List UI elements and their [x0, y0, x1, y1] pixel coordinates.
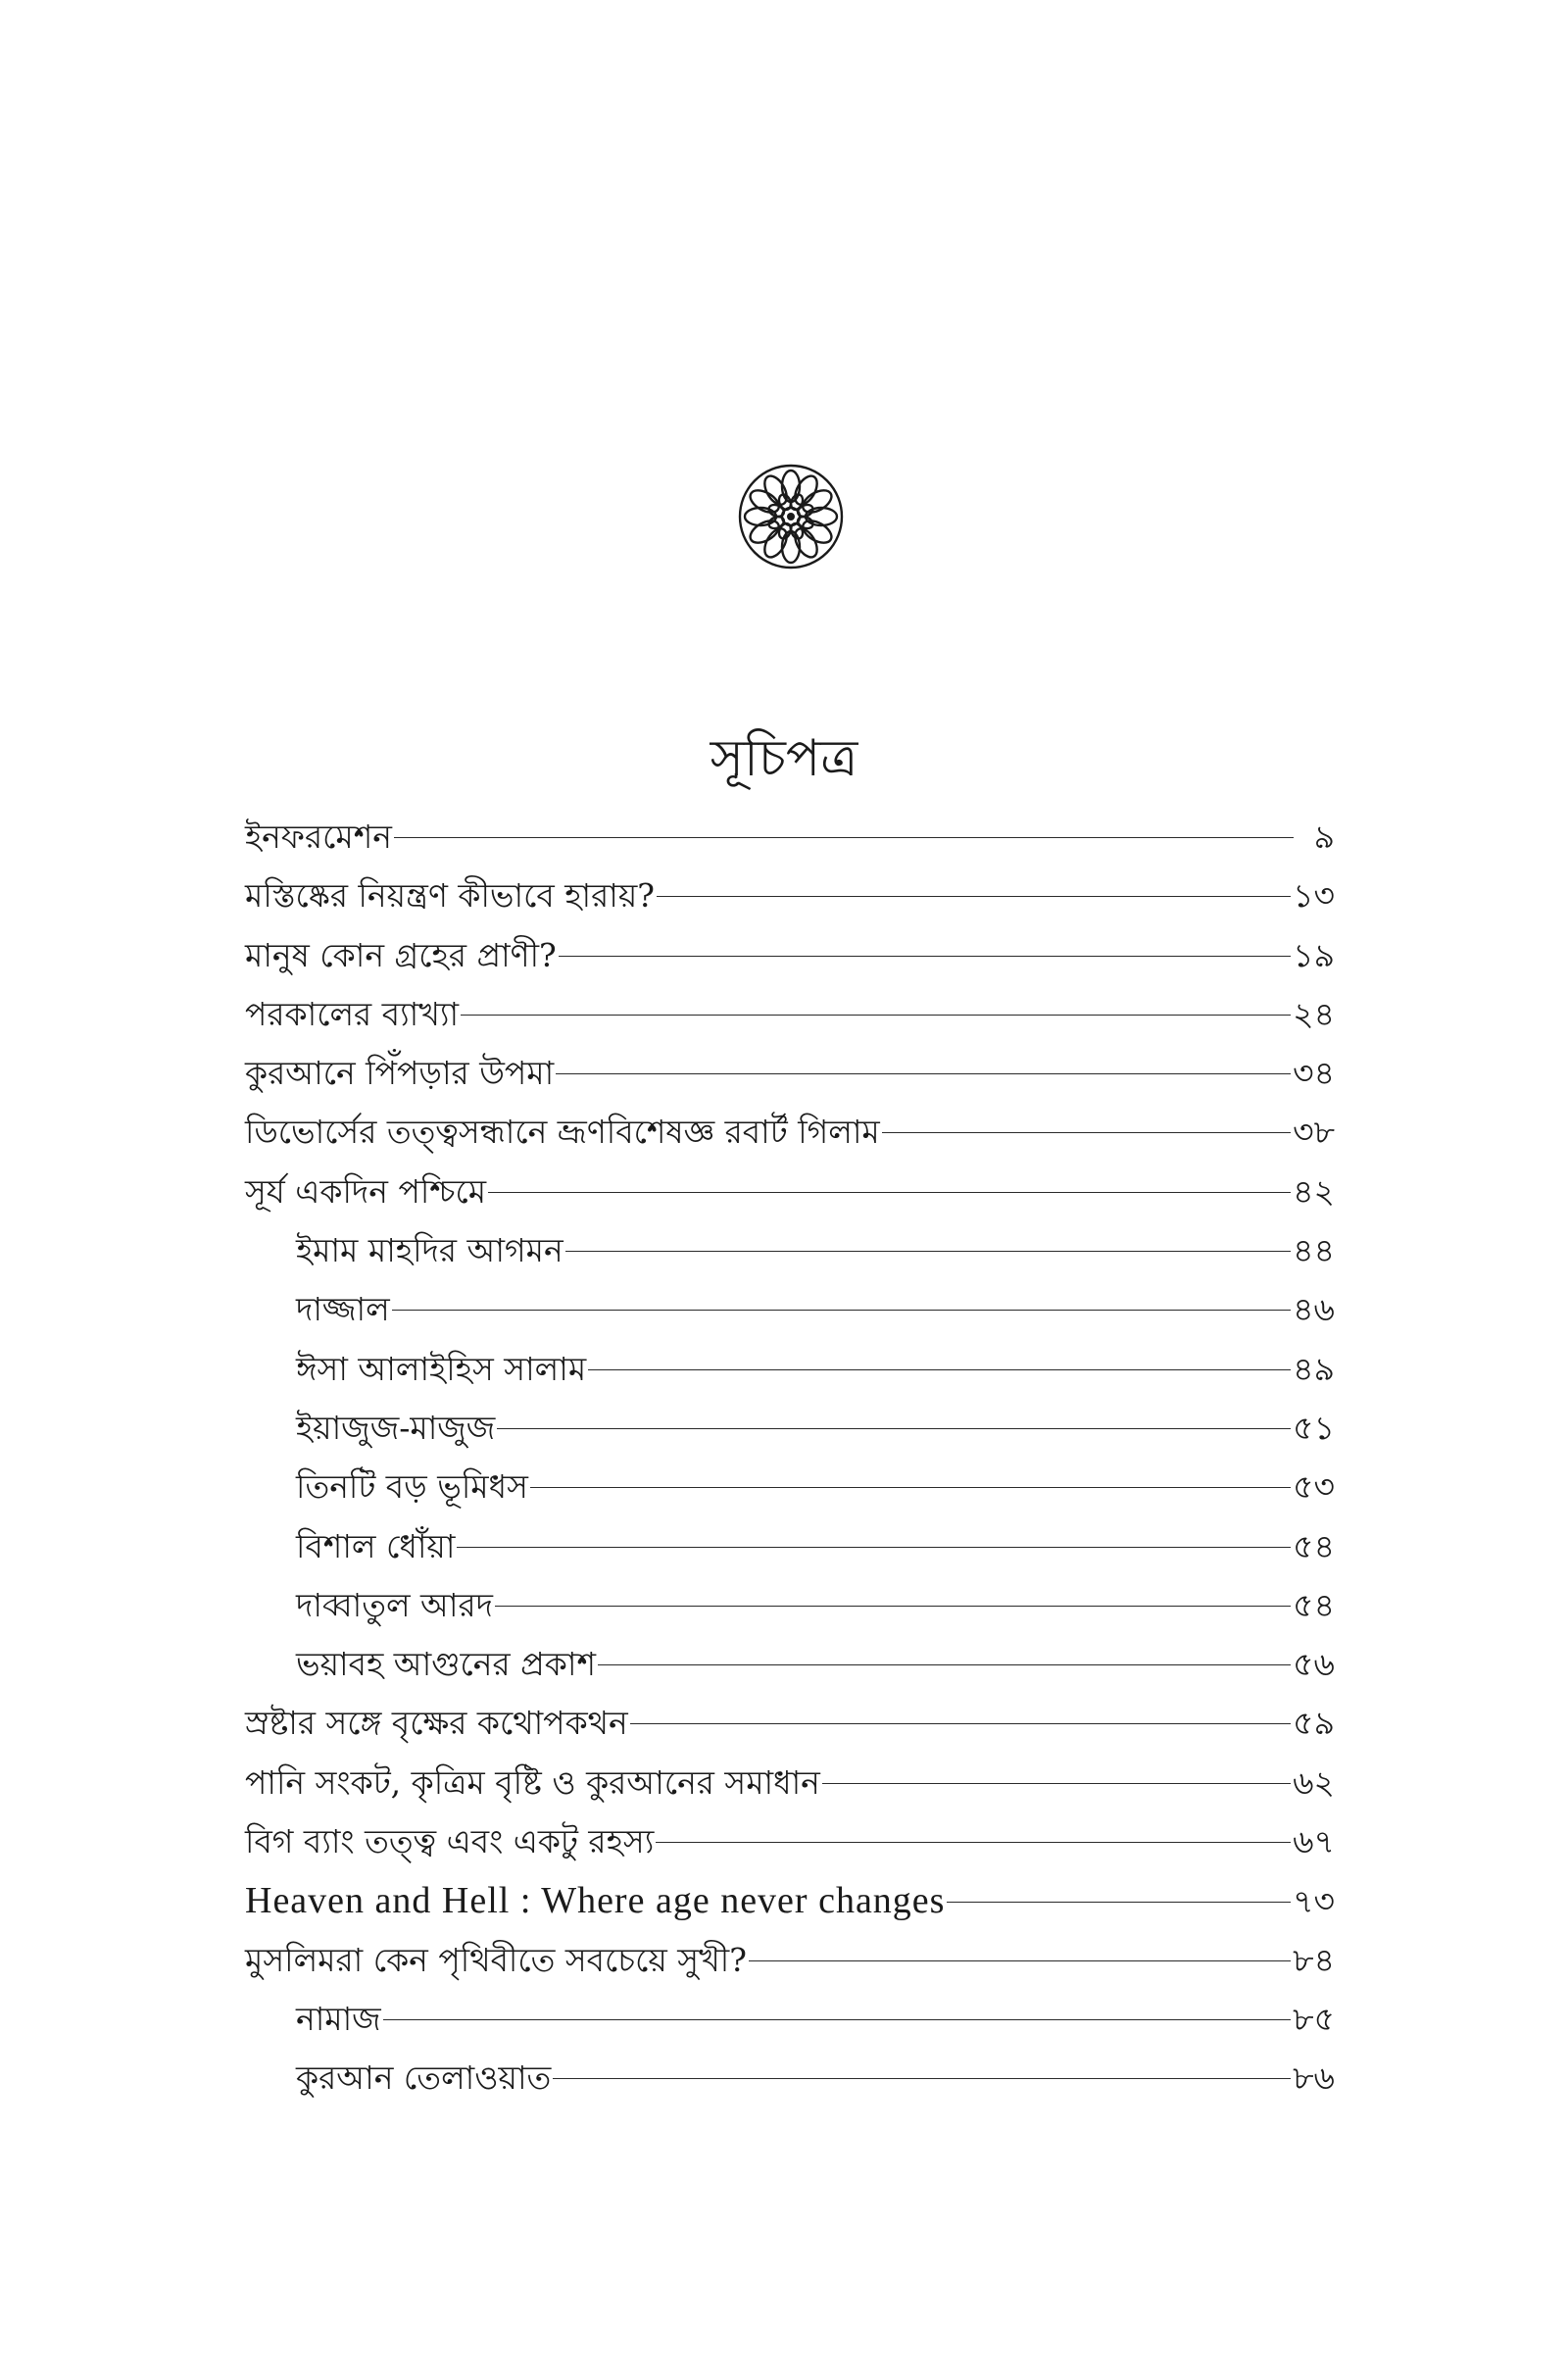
toc-leader-line — [882, 1132, 1291, 1133]
toc-entry — [245, 1280, 1335, 1339]
toc-entry-title: ইনফরমেশন — [245, 818, 392, 856]
toc-entry — [245, 1871, 1335, 1930]
toc-entry-title: ডিভোর্সের তত্ত্বসন্ধানে ভ্রূণবিশেষজ্ঞ রবার্ট গিলাম — [245, 1113, 880, 1152]
toc-page-number: ৫৪ — [1293, 1585, 1335, 1624]
toc-entry-title: পরকালের ব্যাখ্যা — [245, 994, 460, 1033]
toc-page-number: ৪৯ — [1293, 1349, 1335, 1388]
toc-page-number: ৬২ — [1293, 1762, 1335, 1802]
toc-page-number: ৪২ — [1293, 1171, 1335, 1211]
toc-leader-line — [392, 1310, 1291, 1311]
toc-page-number: ৯ — [1313, 818, 1335, 856]
toc-page-number: ৪৬ — [1293, 1290, 1335, 1329]
toc-entry — [245, 1990, 1335, 2049]
toc-entry — [245, 1340, 1335, 1399]
toc-leader-line — [822, 1783, 1291, 1784]
toc-entry-title: মানুষ কোন গ্রহের প্রাণী? — [245, 935, 557, 974]
ornament-petal — [747, 517, 783, 548]
toc-entry — [245, 808, 1335, 867]
toc-entry-title: বিগ ব্যাং তত্ত্ব এবং একটু রহস্য — [245, 1822, 655, 1861]
page-title: সূচিপত্র — [710, 729, 858, 788]
toc-leader-line — [553, 2078, 1291, 2079]
toc-page-number: ৫৬ — [1293, 1645, 1335, 1684]
toc-page-number: ৬৭ — [1293, 1822, 1335, 1861]
toc-entry — [245, 2049, 1335, 2107]
toc-page-number: ৩৮ — [1293, 1113, 1335, 1152]
toc-entry-title: নামাজ — [296, 1999, 381, 2038]
toc-page-number: ৪৪ — [1293, 1231, 1335, 1270]
toc-entry — [245, 1399, 1335, 1458]
toc-entry — [245, 1754, 1335, 1812]
toc-page-number: ৭৩ — [1293, 1882, 1335, 1921]
toc-entry-title: মস্তিষ্কের নিয়ন্ত্রণ কীভাবে হারায়? — [245, 876, 655, 916]
toc-entry-title: ঈসা আলাইহিস সালাম — [296, 1349, 587, 1388]
toc-leader-line — [656, 1842, 1291, 1843]
toc-entry-title: পানি সংকট, কৃত্রিম বৃষ্টি ও কুরআনের সমাধান — [245, 1762, 820, 1802]
toc-leader-line — [457, 1547, 1291, 1548]
toc-page-number: ৮৬ — [1293, 2058, 1335, 2098]
ornament-petal — [760, 524, 792, 561]
toc-leader-line — [565, 1251, 1292, 1252]
toc-page-number: ৩৪ — [1293, 1054, 1335, 1093]
toc-entry — [245, 1576, 1335, 1635]
toc-entry-title: ইয়াজুজ-মাজুজ — [296, 1408, 496, 1447]
toc-entry — [245, 985, 1335, 1044]
toc-leader-line — [461, 1015, 1291, 1016]
toc-leader-line — [556, 1073, 1291, 1074]
toc-page-number: ২৪ — [1293, 994, 1335, 1033]
toc-entry-title: স্রষ্টার সঙ্গে বৃক্ষের কথোপকথন — [245, 1704, 628, 1743]
ornament-petal — [791, 472, 822, 509]
toc-leader-line — [383, 2019, 1291, 2020]
ornament-petal — [760, 472, 792, 509]
toc-leader-line — [630, 1723, 1291, 1724]
toc-entry-title: সূর্য একদিন পশ্চিমে — [245, 1171, 487, 1211]
toc-entry-title: কুরআন তেলাওয়াত — [296, 2058, 552, 2098]
toc-entry-title: তিনটি বড় ভূমিধস — [296, 1467, 528, 1507]
toc-leader-line — [497, 1428, 1291, 1429]
toc-leader-line — [598, 1664, 1291, 1665]
ornament-petal — [799, 517, 835, 548]
toc-leader-line — [488, 1192, 1291, 1193]
toc-page-number: ৫১ — [1293, 1408, 1335, 1447]
toc-leader-line — [947, 1902, 1291, 1903]
flower-ornament-icon — [737, 463, 845, 570]
toc-entry-title: Heaven and Hell : Where age never changes — [245, 1880, 946, 1922]
toc-leader-line — [657, 896, 1291, 897]
toc-page-number: ৫৪ — [1293, 1526, 1335, 1565]
toc-entry — [245, 1812, 1335, 1871]
toc-page-number: ৮৫ — [1293, 1999, 1335, 2038]
toc-entry-title: দাব্বাতুল আরদ — [296, 1585, 494, 1624]
toc-page-number: ৫৩ — [1293, 1467, 1335, 1507]
toc-entry — [245, 1931, 1335, 1990]
ornament-petal — [747, 486, 783, 518]
toc-leader-line — [559, 956, 1291, 957]
toc-entry — [245, 926, 1335, 985]
toc-page-number: ৮৪ — [1293, 1940, 1335, 1979]
toc-entry — [245, 1517, 1335, 1576]
toc-entry — [245, 867, 1335, 925]
toc-page-number: ১৯ — [1293, 935, 1335, 974]
toc-leader-line — [530, 1487, 1291, 1488]
toc-entry-title: ইমাম মাহদির আগমন — [296, 1231, 564, 1270]
toc-leader-line — [588, 1369, 1291, 1370]
toc-entry-title: বিশাল ধোঁয়া — [296, 1526, 456, 1565]
toc-entry — [245, 1458, 1335, 1516]
toc-entry — [245, 1635, 1335, 1694]
ornament-petal — [799, 486, 835, 518]
toc-entry — [245, 1103, 1335, 1162]
toc-entry — [245, 1221, 1335, 1280]
ornament-petal — [791, 524, 822, 561]
toc-leader-line — [495, 1606, 1291, 1607]
toc-entry-title: দাজ্জাল — [296, 1290, 390, 1329]
toc-leader-line — [749, 1960, 1291, 1961]
toc-page-number: ১৩ — [1293, 876, 1335, 916]
toc-entry — [245, 1163, 1335, 1221]
toc-entry-title: মুসলিমরা কেন পৃথিবীতে সবচেয়ে সুখী? — [245, 1940, 747, 1979]
toc-entry — [245, 1044, 1335, 1103]
toc-page-number: ৫৯ — [1293, 1704, 1335, 1743]
toc-entry-title: ভয়াবহ আগুনের প্রকাশ — [296, 1645, 596, 1684]
toc-entry — [245, 1694, 1335, 1753]
toc-leader-line — [394, 837, 1294, 838]
table-of-contents — [245, 808, 1335, 2108]
toc-entry-title: কুরআনে পিঁপড়ার উপমা — [245, 1054, 555, 1093]
